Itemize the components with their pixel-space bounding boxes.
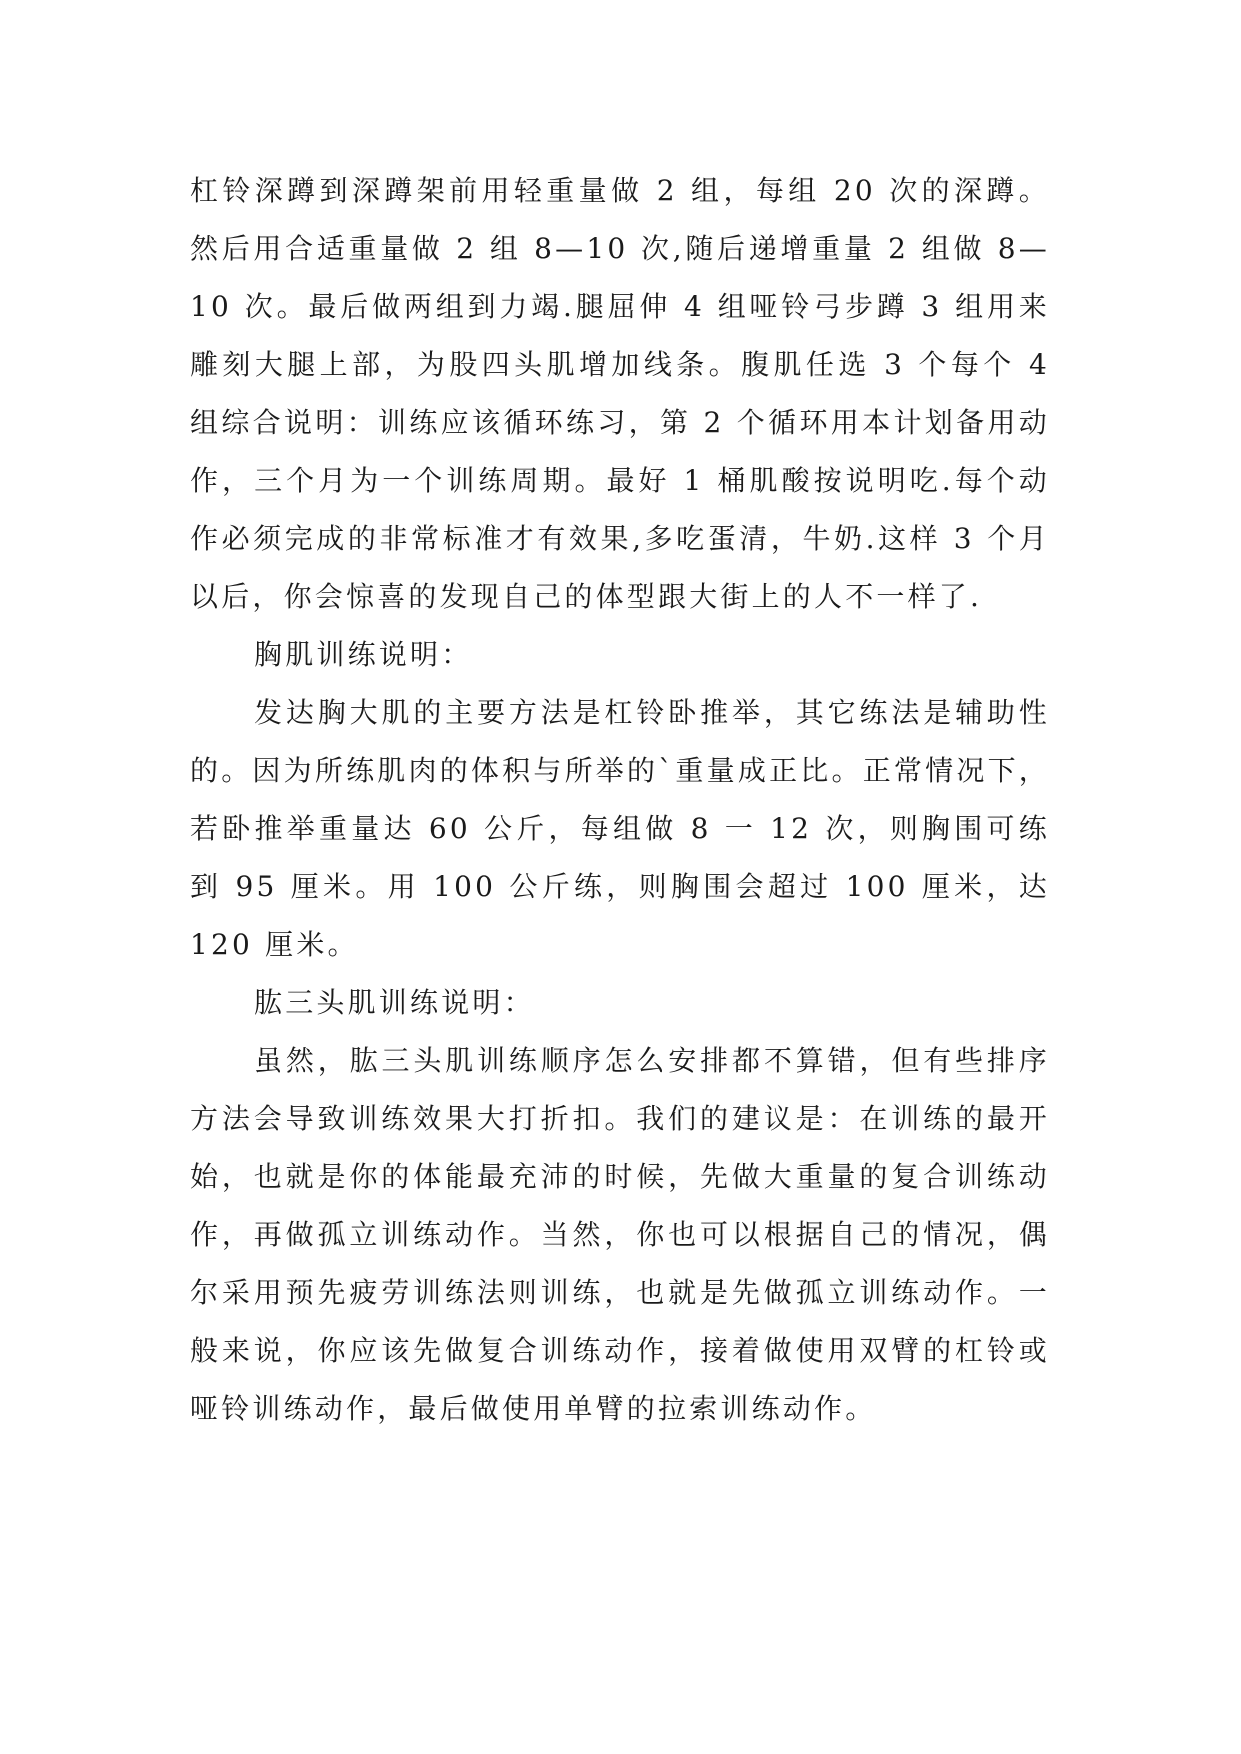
paragraph-squat-and-summary: 杠铃深蹲到深蹲架前用轻重量做 2 组，每组 20 次的深蹲。然后用合适重量做 2 组 8—10 次,随后递增重量 2 组做 8—10 次。最后做两组到力竭.腿屈伸 4 组哑铃弓步蹲 3 组用来雕刻大腿上部，为股四头肌增加线条。腹肌任选 3 个每个 4 组综合说明：训练应该循环练习，第 2 个循环用本计划备用动作，三个月为一个训练周期。最好 1 桶肌酸按说明吃.每个动作必须完成的非常标准才有效果,多吃蛋清，牛奶.这样 3 个月以后，你会惊喜的发现自己的体型跟大街上的人不一样了. — [190, 174, 1050, 613]
paragraph-chest-training: 发达胸大肌的主要方法是杠铃卧推举，其它练法是辅助性的。因为所练肌肉的体积与所举的`重量成正比。正常情况下，若卧推举重量达 60 公斤，每组做 8 一 12 次，则胸围可练到 95 厘米。用 100 公斤练，则胸围会超过 100 厘米，达 120 厘米。 — [190, 696, 1050, 961]
heading-chest-training: 胸肌训练说明： — [254, 638, 473, 671]
document-body — [190, 162, 1050, 1438]
paragraph-triceps-training: 虽然，肱三头肌训练顺序怎么安排都不算错，但有些排序方法会导致训练效果大打折扣。我们的建议是：在训练的最开始，也就是你的体能最充沛的时候，先做大重量的复合训练动作，再做孤立训练动作。当然，你也可以根据自己的情况，偶尔采用预先疲劳训练法则训练，也就是先做孤立训练动作。一般来说，你应该先做复合训练动作，接着做使用双臂的杠铃或哑铃训练动作，最后做使用单臂的拉索训练动作。 — [190, 1044, 1050, 1425]
heading-triceps-training: 肱三头肌训练说明： — [254, 986, 535, 1019]
